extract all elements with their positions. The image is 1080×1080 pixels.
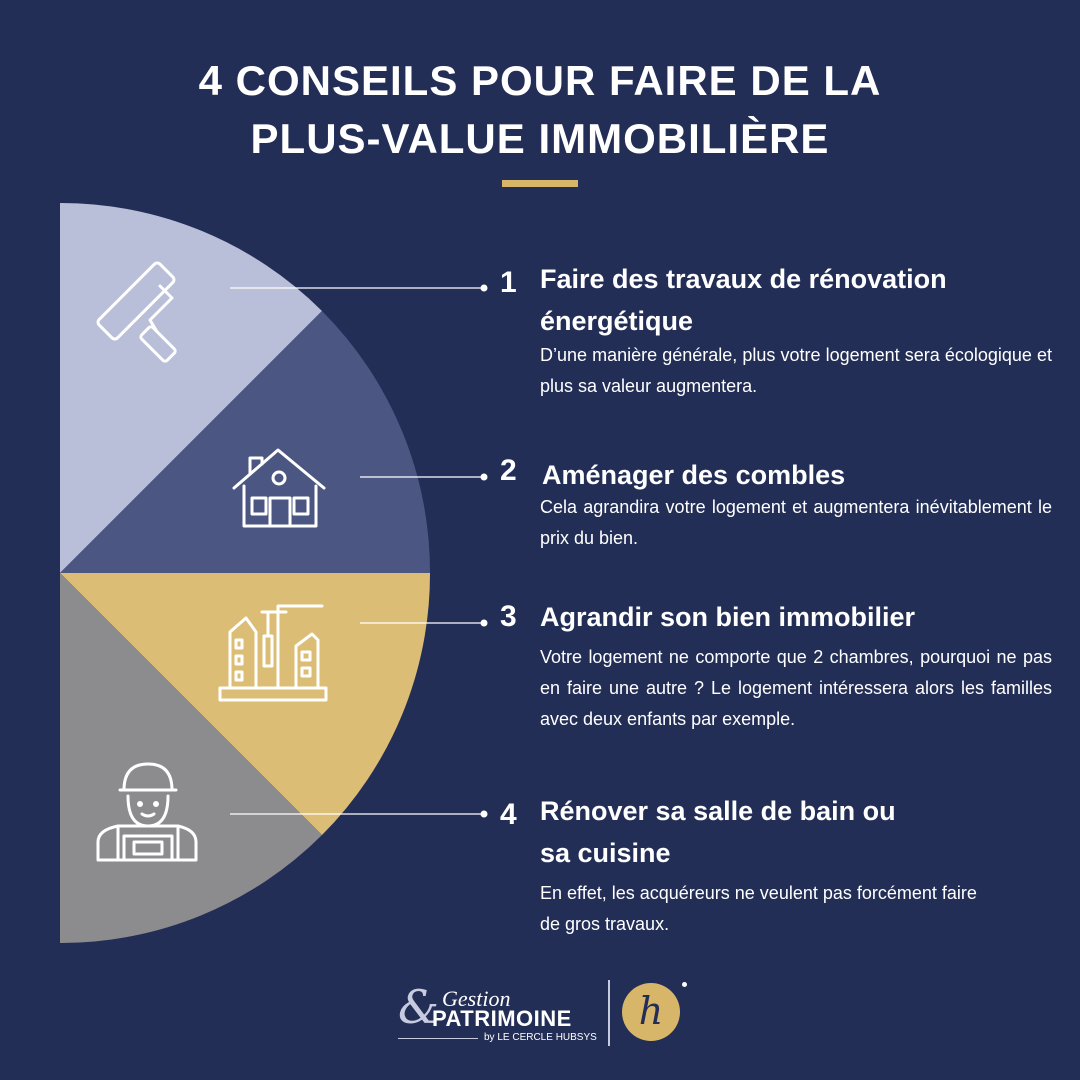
tip-number-4: 4	[500, 798, 517, 831]
hubsys-logo-icon: h	[622, 983, 680, 1041]
logo-separator	[608, 980, 610, 1046]
connector-dot-2	[481, 474, 488, 481]
tip-4	[500, 790, 1056, 950]
connector-dot-4	[481, 811, 488, 818]
tip-1	[500, 258, 1056, 408]
title-line-1: 4 CONSEILS POUR FAIRE DE LA	[198, 57, 882, 104]
tip-text-3: Votre logement ne comporte que 2 chambres, pourquoi ne pas en faire une autre ? Le logement intéressera alors les familles avec deux enfants par exemple.	[540, 647, 1052, 729]
title-line-2: PLUS-VALUE IMMOBILIÈRE	[250, 115, 830, 162]
tip-number-3: 3	[500, 600, 517, 633]
tip-number-2: 2	[500, 454, 517, 487]
tip-2	[500, 454, 1056, 564]
tip-title-2: Aménager des combles	[542, 460, 846, 490]
tip-title-4: Rénover sa salle de bain ou sa cuisine	[540, 796, 896, 868]
logo-dot	[682, 982, 687, 987]
tip-number-1: 1	[500, 266, 517, 299]
logo-rule	[398, 1038, 478, 1039]
tip-title-3: Agrandir son bien immobilier	[540, 602, 916, 632]
tip-text-1: D’une manière générale, plus votre logement sera écologique et plus sa valeur augmentera.	[540, 345, 1052, 396]
connector-dot-1	[481, 285, 488, 292]
tip-text-4: En effet, les acquéreurs ne veulent pas forcément faire de gros travaux.	[540, 883, 977, 934]
logo-patrimoine-text: PATRIMOINE	[432, 1006, 572, 1031]
tip-3	[500, 596, 1056, 766]
logo-ampersand: &	[398, 980, 439, 1034]
tip-text-2: Cela agrandira votre logement et augmentera inévitablement le prix du bien.	[540, 497, 1052, 548]
tip-title-1: Faire des travaux de rénovation énergétique	[540, 264, 947, 336]
brand-logo	[392, 978, 692, 1048]
logo-byline: by LE CERCLE HUBSYS	[484, 1032, 597, 1043]
connector-dot-3	[481, 620, 488, 627]
logo-gestion-text: Gestion	[442, 986, 511, 1011]
